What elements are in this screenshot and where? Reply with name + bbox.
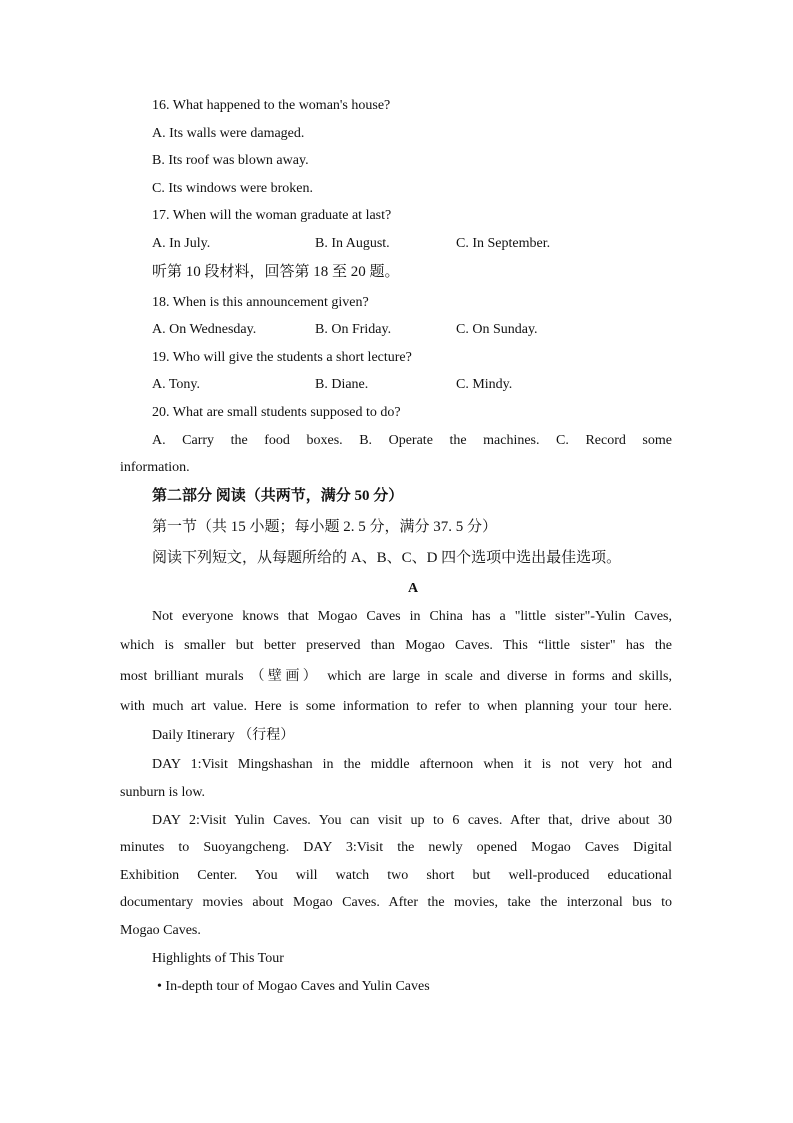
passage-line: which is smaller but better preserved than Mogao Caves. This “little sister" has the bbox=[120, 638, 672, 653]
day2-line: Mogao Caves. bbox=[120, 923, 201, 938]
q16-option-c: C. Its windows were broken. bbox=[152, 181, 313, 196]
q17-option-c: C. In September. bbox=[456, 236, 551, 251]
q19-option-a: A. Tony. bbox=[152, 377, 201, 392]
itinerary-heading: Daily Itinerary （行程） bbox=[152, 728, 295, 743]
section-note: 听第 10 段材料，回答第 18 至 20 题。 bbox=[152, 264, 400, 280]
question-19: 19. Who will give the students a short lecture? bbox=[152, 350, 412, 365]
q18-option-a: A. On Wednesday. bbox=[152, 322, 257, 337]
q17-option-a: A. In July. bbox=[152, 236, 211, 251]
highlights-heading: Highlights of This Tour bbox=[152, 951, 284, 966]
passage-label: A bbox=[407, 581, 419, 596]
day1-line: DAY 1:Visit Mingshashan in the middle afternoon when it is not very hot and bbox=[152, 757, 672, 772]
question-16: 16. What happened to the woman's house? bbox=[152, 98, 391, 113]
q18-option-b: B. On Friday. bbox=[315, 322, 392, 337]
day2-line: Exhibition Center. You will watch two short but well-produced educational bbox=[120, 868, 672, 883]
question-20: 20. What are small students supposed to do? bbox=[152, 405, 401, 420]
passage-line: Not everyone knows that Mogao Caves in China has a "little sister"-Yulin Caves, bbox=[152, 609, 672, 624]
day1-line: sunburn is low. bbox=[120, 785, 206, 800]
reading-instructions: 阅读下列短文，从每题所给的 A、B、C、D 四个选项中选出最佳选项。 bbox=[152, 550, 622, 566]
highlight-bullet: • In-depth tour of Mogao Caves and Yulin Caves bbox=[157, 979, 430, 994]
day2-line: minutes to Suoyangcheng. DAY 3:Visit the newly opened Mogao Caves Digital bbox=[120, 840, 672, 855]
question-17: 17. When will the woman graduate at last? bbox=[152, 208, 392, 223]
q20-options-line-cont: information. bbox=[120, 460, 190, 475]
question-18: 18. When is this announcement given? bbox=[152, 295, 369, 310]
q19-option-c: C. Mindy. bbox=[456, 377, 513, 392]
day2-line: DAY 2:Visit Yulin Caves. You can visit up to 6 caves. After that, drive about 30 bbox=[152, 813, 672, 828]
section-title: 第一节（共 15 小题；每小题 2. 5 分，满分 37. 5 分） bbox=[152, 519, 498, 535]
q16-option-a: A. Its walls were damaged. bbox=[152, 126, 305, 141]
q16-option-b: B. Its roof was blown away. bbox=[152, 153, 309, 168]
q18-option-c: C. On Sunday. bbox=[456, 322, 538, 337]
part-title: 第二部分 阅读（共两节，满分 50 分） bbox=[152, 488, 404, 504]
q19-option-b: B. Diane. bbox=[315, 377, 369, 392]
day2-line: documentary movies about Mogao Caves. After the movies, take the interzonal bus to bbox=[120, 895, 672, 910]
passage-line: with much art value. Here is some information to refer to when planning your tour here. bbox=[120, 699, 672, 714]
q20-options-line: A. Carry the food boxes. B. Operate the machines. C. Record some bbox=[152, 433, 672, 448]
q17-option-b: B. In August. bbox=[315, 236, 390, 251]
passage-line: most brilliant murals （壁画） which are large in scale and diverse in forms and skills, bbox=[120, 669, 672, 684]
